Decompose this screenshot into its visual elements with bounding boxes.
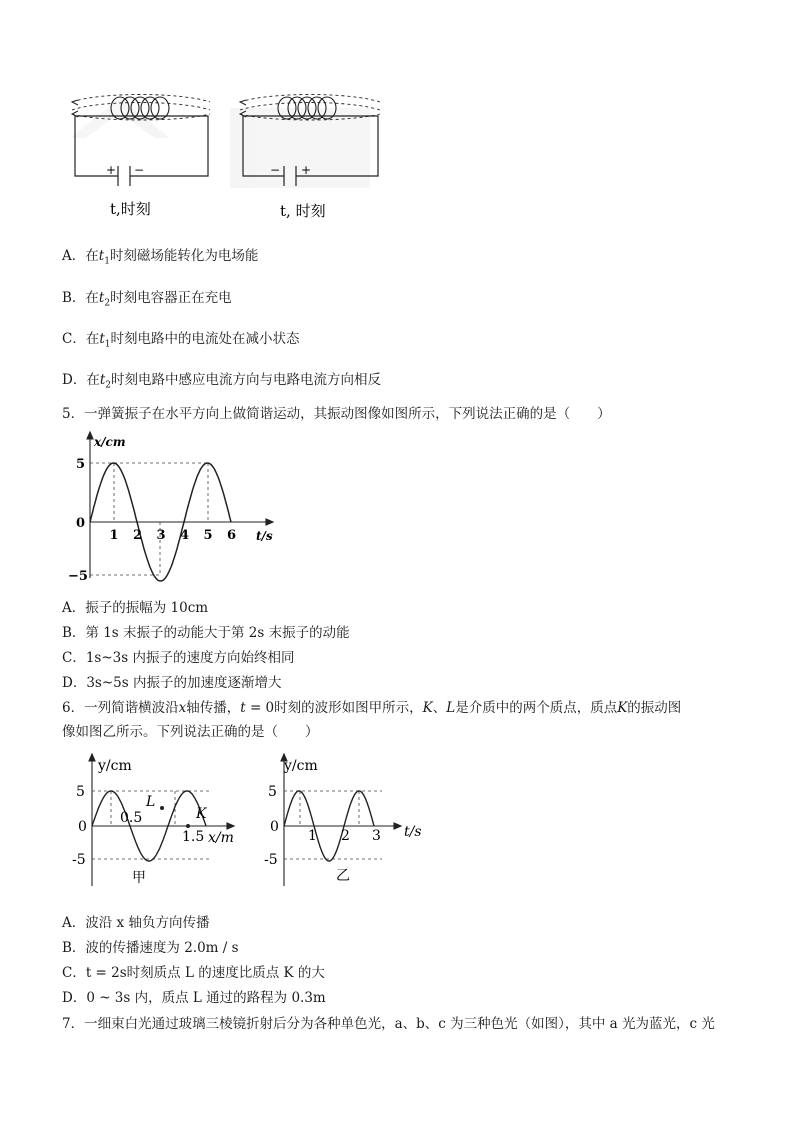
q7-stem: 7．一细束白光通过玻璃三棱镜折射后分为各种单色光，a、b、c 为三种色光（如图），其中 a 光为蓝光，c 光 [62, 1016, 715, 1032]
right-plate-plus: + [301, 163, 312, 177]
q5-axes [87, 432, 273, 578]
q5-option-d: D．3s~5s 内振子的加速度逐渐增大 [62, 675, 282, 691]
jia-ylabel: y/cm [98, 758, 132, 774]
yi-xtick-3: 3 [372, 828, 381, 844]
q5-xtick-2: 2 [133, 528, 143, 543]
point-K-label: K [196, 806, 207, 822]
q5-xlabel: t/s [256, 529, 273, 543]
jia-xtick-1.5: 1.5 [182, 829, 205, 845]
q5-xtick-3: 3 [156, 528, 166, 543]
q5-option-a: A．振子的振幅为 10cm [62, 600, 209, 616]
q5-ylabel: x/cm [94, 435, 126, 449]
left-caption: t,时刻 [110, 200, 151, 218]
q5-guides [90, 463, 208, 575]
q4-option-b: B．在$t_2$时刻电容器正在充电 [62, 290, 232, 309]
jia-xlabel: x/m [208, 830, 234, 846]
q6-stem-line1: 6．一列简谐横波沿x轴传播，t = 0时刻的波形如图甲所示，K、L是介质中的两个质点，质点K的振动图 [62, 700, 682, 716]
jia-ytick-5: 5 [76, 784, 85, 800]
q5-stem: 5．一弹簧振子在水平方向上做简谐运动，其振动图像如图所示，下列说法正确的是（ ） [62, 406, 611, 422]
yi-ylabel: y/cm [284, 758, 318, 774]
q6-option-c: C．t = 2s时刻质点 L 的速度比质点 K 的大 [62, 965, 325, 981]
yi-ytick-5: 5 [268, 784, 277, 800]
yi-xtick-1: 1 [308, 828, 317, 844]
q5-xtick-4: 4 [180, 528, 190, 543]
yi-guides [284, 791, 382, 859]
yi-ytick-0: 0 [270, 819, 279, 835]
point-K [186, 824, 190, 828]
q5-ytick-1: 0 [76, 516, 86, 531]
point-L [160, 806, 164, 810]
q6-stem-line2: 像如图乙所示。下列说法正确的是（ ） [62, 724, 319, 740]
jia-title: 甲 [132, 870, 146, 886]
q5-vibration-chart [60, 430, 280, 590]
q6-option-d: D．0 ~ 3s 内，质点 L 通过的路程为 0.3m [62, 990, 326, 1006]
q4-option-a: A．在$t_1$时刻磁场能转化为电场能 [62, 248, 259, 267]
jia-xtick-0.5: 0.5 [120, 810, 143, 826]
q5-xtick-5: 5 [203, 528, 213, 543]
q6-option-a: A．波沿 x 轴负方向传播 [62, 915, 210, 931]
yi-title: 乙 [336, 868, 350, 884]
q4-option-d: D．在$t_2$时刻电路中感应电流方向与电路电流方向相反 [62, 372, 381, 391]
q5-tick-labels [68, 457, 236, 584]
jia-ytick-neg5: -5 [72, 852, 86, 868]
yi-xlabel: t/s [404, 824, 422, 840]
q5-option-b: B．第 1s 末振子的动能大于第 2s 末振子的动能 [62, 625, 350, 641]
yi-xtick-2: 2 [341, 828, 350, 844]
right-plate-minus: − [270, 163, 281, 177]
q5-xtick-1: 1 [109, 528, 119, 543]
yi-ytick-neg5: -5 [264, 852, 278, 868]
q5-ytick-0: 5 [76, 457, 86, 472]
q5-xtick-6: 6 [227, 528, 237, 543]
left-plate-plus: + [106, 163, 117, 177]
q6-option-b: B．波的传播速度为 2.0m / s [62, 940, 239, 956]
left-plate-minus: − [134, 163, 145, 177]
q6-wave-chart-jia [70, 752, 250, 892]
q4-option-c: C．在$t_1$时刻电路中的电流处在减小状态 [62, 331, 300, 350]
q5-option-c: C．1s~3s 内振子的速度方向始终相同 [62, 650, 295, 666]
q6-vibration-chart-yi [262, 752, 432, 892]
jia-ytick-0: 0 [78, 819, 87, 835]
right-caption: t, 时刻 [280, 202, 326, 220]
q5-ytick-2: −5 [68, 569, 88, 584]
point-L-label: L [146, 794, 156, 810]
lc-circuit-figure [60, 88, 400, 228]
